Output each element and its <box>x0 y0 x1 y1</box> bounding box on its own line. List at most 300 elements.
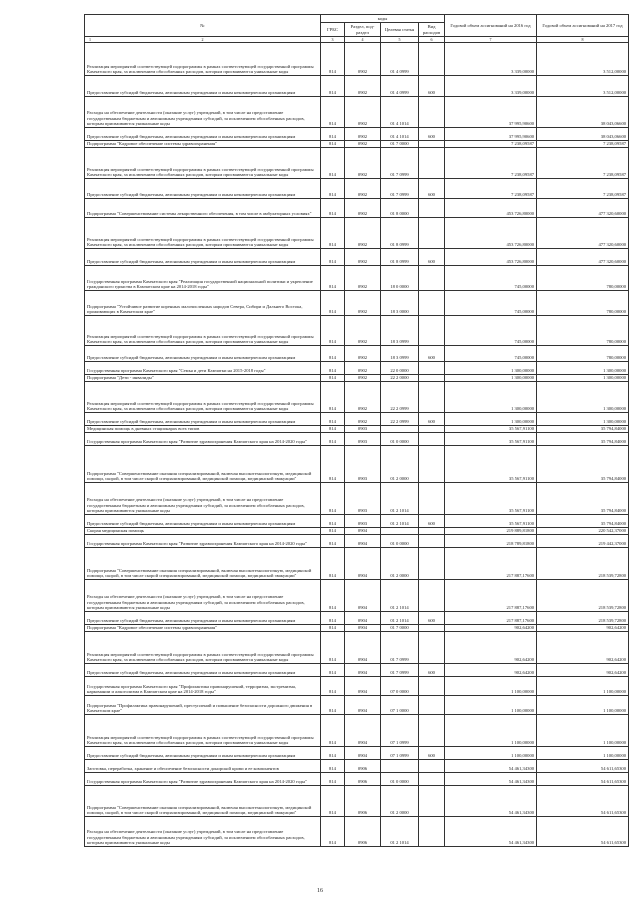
row-target-cell: 01 7 0000 <box>381 141 419 148</box>
row-vid-cell <box>419 375 445 382</box>
row-grbs-cell: 814 <box>321 677 345 696</box>
table-row <box>85 413 629 426</box>
row-target-cell: 01 8 0999 <box>381 249 419 266</box>
column-index-cell: 6 <box>419 37 445 43</box>
row-name-cell: Подпрограмма "Совершенствование оказания специализированной, включая высокотехнологичную, медицинской помощи, скорой, в том числе скорой специализированной, медицинской помощи, медицинской эвакуации" <box>85 786 321 817</box>
row-grbs-cell: 814 <box>321 696 345 715</box>
row-target-cell: 01 4 0999 <box>381 43 419 76</box>
table-row <box>85 97 629 128</box>
col-header-razdel: Раздел, под-раздел <box>345 23 381 37</box>
row-grbs-cell: 814 <box>321 446 345 483</box>
row-razdel-cell: 0903 <box>345 426 381 433</box>
row-grbs-cell: 814 <box>321 664 345 677</box>
row-name-cell: Государственная программа Камчатского края "Реализация государственной национальной политики и укрепление гражданского единства в Камчатском крае на 2014-2018 годы" <box>85 266 321 291</box>
row-razdel-cell: 0902 <box>345 148 381 179</box>
row-target-cell: 01 4 0999 <box>381 76 419 97</box>
row-amount-2017-cell: 7 238,09587 <box>537 148 629 179</box>
row-grbs-cell: 814 <box>321 817 345 847</box>
row-razdel-cell: 0904 <box>345 535 381 548</box>
row-amount-2016-cell: 1 100,00000 <box>445 747 537 760</box>
row-amount-2016-cell: 1 100,00000 <box>445 696 537 715</box>
row-target-cell: 01 7 0999 <box>381 148 419 179</box>
row-name-cell: Предоставление субсидий бюджетным, автономным учреждениям и иным некоммерческим организациям <box>85 76 321 97</box>
row-amount-2016-cell: 37 995,90600 <box>445 128 537 141</box>
row-name-cell: Государственная программа Камчатского края "Семья и дети Камчатки на 2015-2018 годы" <box>85 362 321 375</box>
row-razdel-cell: 0902 <box>345 375 381 382</box>
row-target-cell: 07 1 0999 <box>381 715 419 747</box>
row-target-cell: 01 2 0000 <box>381 446 419 483</box>
row-vid-cell: 600 <box>419 249 445 266</box>
row-amount-2017-cell: 477 320,60000 <box>537 249 629 266</box>
row-vid-cell <box>419 426 445 433</box>
row-razdel-cell: 0902 <box>345 128 381 141</box>
row-target-cell: 18 3 0999 <box>381 346 419 362</box>
row-amount-2016-cell: 745,00000 <box>445 346 537 362</box>
row-vid-cell <box>419 43 445 76</box>
row-razdel-cell: 0902 <box>345 291 381 316</box>
row-name-cell: Государственная программа Камчатского края "Развитие здравоохранения Камчатского края на 2014-2020 годы" <box>85 433 321 446</box>
row-amount-2017-cell: 477 320,60000 <box>537 199 629 218</box>
row-grbs-cell: 814 <box>321 773 345 786</box>
row-amount-2017-cell: 38 043,06600 <box>537 97 629 128</box>
table-row <box>85 148 629 179</box>
row-target-cell: 22 0 0000 <box>381 362 419 375</box>
row-razdel-cell: 0904 <box>345 580 381 612</box>
row-grbs-cell: 814 <box>321 580 345 612</box>
row-name-cell: Расходы на обеспечение деятельности (оказание услуг) учреждений, в том числе на предоставление государственным бюджетным и автономным учреждениям субсидий, за исключением обособленных расходов, которым присваиваются уникальные коды <box>85 97 321 128</box>
row-target-cell: 01 8 0000 <box>381 199 419 218</box>
col-header-target: Целевая статья <box>381 23 419 37</box>
table-row <box>85 179 629 199</box>
row-name-cell: Предоставление субсидий бюджетным, автономным учреждениям и иным некоммерческим организациям <box>85 179 321 199</box>
table-row <box>85 747 629 760</box>
row-amount-2017-cell: 902,64200 <box>537 632 629 664</box>
row-name-cell: Предоставление субсидий бюджетным, автономным учреждениям и иным некоммерческим организациям <box>85 128 321 141</box>
row-amount-2016-cell: 37 995,90600 <box>445 97 537 128</box>
row-target-cell: 01 4 1014 <box>381 97 419 128</box>
row-amount-2017-cell: 35 794,84000 <box>537 426 629 433</box>
row-name-cell: Реализация мероприятий соответствующей подпрограммы в рамках соответствующей государственной программы Камчатского края, за исключением обособленных расходов, которым присваиваются уникальные коды <box>85 218 321 249</box>
table-row <box>85 426 629 433</box>
row-vid-cell <box>419 625 445 632</box>
row-vid-cell <box>419 715 445 747</box>
row-vid-cell: 600 <box>419 747 445 760</box>
row-name-cell: Реализация мероприятий соответствующей подпрограммы в рамках соответствующей государственной программы Камчатского края, за исключением обособленных расходов, которым присваиваются уникальные коды <box>85 43 321 76</box>
table-row <box>85 786 629 817</box>
row-razdel-cell: 0906 <box>345 817 381 847</box>
col-header-codes: коды <box>321 15 445 23</box>
table-body <box>85 37 629 847</box>
row-amount-2017-cell: 38 043,06600 <box>537 128 629 141</box>
row-vid-cell <box>419 141 445 148</box>
row-vid-cell: 600 <box>419 76 445 97</box>
row-razdel-cell: 0902 <box>345 362 381 375</box>
row-grbs-cell: 814 <box>321 382 345 413</box>
row-name-cell: Подпрограмма "Устойчивое развитие коренных малочисленных народов Севера, Сибири и Дальнего Востока, проживающих в Камчатском крае" <box>85 291 321 316</box>
table-row <box>85 664 629 677</box>
col-header-number: № <box>85 15 321 37</box>
row-razdel-cell: 0902 <box>345 266 381 291</box>
column-index-cell: 3 <box>321 37 345 43</box>
budget-table <box>84 14 629 847</box>
row-amount-2017-cell: 218 539,72800 <box>537 612 629 625</box>
table-row <box>85 249 629 266</box>
row-name-cell: Подпрограмма "Совершенствование оказания специализированной, включая высокотехнологичную, медицинской помощи, скорой, в том числе скорой специализированной, медицинской помощи, медицинской эвакуации" <box>85 446 321 483</box>
row-vid-cell <box>419 97 445 128</box>
row-amount-2017-cell: 220 542,37000 <box>537 528 629 535</box>
row-amount-2016-cell: 217 887,17600 <box>445 548 537 580</box>
row-grbs-cell: 814 <box>321 548 345 580</box>
row-grbs-cell: 814 <box>321 625 345 632</box>
row-amount-2016-cell: 7 238,09587 <box>445 179 537 199</box>
row-amount-2017-cell: 7 238,09587 <box>537 179 629 199</box>
column-index-cell <box>85 37 321 43</box>
col-header-2016: Годовой объем ассигнований на 2016 год <box>445 15 537 37</box>
row-grbs-cell: 814 <box>321 141 345 148</box>
row-amount-2017-cell: 7 238,09587 <box>537 141 629 148</box>
row-grbs-cell: 814 <box>321 426 345 433</box>
row-name-cell: Реализация мероприятий соответствующей подпрограммы в рамках соответствующей государственной программы Камчатского края, за исключением обособленных расходов, которым присваиваются уникальные коды <box>85 316 321 346</box>
row-target-cell: 07 1 0999 <box>381 747 419 760</box>
row-amount-2016-cell: 453 726,80000 <box>445 218 537 249</box>
row-vid-cell: 600 <box>419 413 445 426</box>
row-name-cell: Расходы на обеспечение деятельности (оказание услуг) учреждений, в том числе на предоставление государственным бюджетным и автономным учреждениям субсидий, за исключением обособленных расходов, которым присваиваются уникальные коды <box>85 817 321 847</box>
row-vid-cell: 600 <box>419 179 445 199</box>
row-grbs-cell: 814 <box>321 483 345 515</box>
row-target-cell: 22 2 0999 <box>381 382 419 413</box>
row-name-cell: Медицинская помощь в дневных стационарах всех типов <box>85 426 321 433</box>
row-amount-2017-cell: 1 300,00000 <box>537 362 629 375</box>
table-row <box>85 316 629 346</box>
row-name-cell: Подпрограмма "Кадровое обеспечение системы здравоохранения" <box>85 625 321 632</box>
row-amount-2017-cell: 780,00000 <box>537 346 629 362</box>
row-amount-2016-cell: 1 100,00000 <box>445 677 537 696</box>
row-vid-cell <box>419 632 445 664</box>
row-razdel-cell: 0902 <box>345 199 381 218</box>
row-amount-2017-cell: 3 512,00000 <box>537 43 629 76</box>
row-vid-cell <box>419 817 445 847</box>
table-row <box>85 382 629 413</box>
row-vid-cell <box>419 535 445 548</box>
row-amount-2017-cell: 54 611,65300 <box>537 786 629 817</box>
row-target-cell: 01 7 0999 <box>381 179 419 199</box>
table-row <box>85 715 629 747</box>
table-row <box>85 696 629 715</box>
row-razdel-cell: 0904 <box>345 664 381 677</box>
row-target-cell: 22 2 0000 <box>381 375 419 382</box>
row-target-cell: 07 1 0000 <box>381 696 419 715</box>
row-razdel-cell: 0904 <box>345 696 381 715</box>
row-vid-cell <box>419 580 445 612</box>
row-amount-2016-cell: 902,64200 <box>445 625 537 632</box>
table-row <box>85 43 629 76</box>
row-amount-2017-cell: 1 300,00000 <box>537 413 629 426</box>
row-amount-2016-cell: 35 567,91100 <box>445 515 537 528</box>
row-vid-cell <box>419 266 445 291</box>
row-razdel-cell: 0904 <box>345 747 381 760</box>
row-target-cell: 01 2 1014 <box>381 817 419 847</box>
row-grbs-cell: 814 <box>321 515 345 528</box>
row-grbs-cell: 814 <box>321 632 345 664</box>
row-vid-cell: 600 <box>419 515 445 528</box>
row-vid-cell <box>419 528 445 535</box>
row-razdel-cell: 0903 <box>345 483 381 515</box>
row-target-cell: 01 7 0999 <box>381 632 419 664</box>
row-target-cell: 18 3 0000 <box>381 291 419 316</box>
row-vid-cell: 600 <box>419 664 445 677</box>
row-razdel-cell: 0903 <box>345 515 381 528</box>
row-target-cell: 01 0 0000 <box>381 773 419 786</box>
row-amount-2017-cell: 780,00000 <box>537 266 629 291</box>
row-name-cell: Подпрограмма "Дети - инвалиды" <box>85 375 321 382</box>
row-target-cell: 01 0 0000 <box>381 433 419 446</box>
row-name-cell: Заготовка, переработка, хранение и обеспечение безопасности донорской крови и ее компонентов <box>85 760 321 773</box>
row-razdel-cell: 0902 <box>345 382 381 413</box>
row-amount-2017-cell: 218 539,72800 <box>537 548 629 580</box>
row-grbs-cell: 814 <box>321 179 345 199</box>
table-row <box>85 128 629 141</box>
row-razdel-cell: 0902 <box>345 346 381 362</box>
table-row <box>85 483 629 515</box>
row-amount-2016-cell: 1 300,00000 <box>445 382 537 413</box>
row-razdel-cell: 0902 <box>345 141 381 148</box>
row-name-cell: Государственная программа Камчатского края "Развитие здравоохранения Камчатского края на 2014-2020 годы" <box>85 773 321 786</box>
row-razdel-cell: 0904 <box>345 715 381 747</box>
row-amount-2017-cell: 54 611,65300 <box>537 760 629 773</box>
row-name-cell: Подпрограмма "Профилактика правонарушений, преступлений и повышение безопасности дорожного движения в Камчатском крае" <box>85 696 321 715</box>
row-razdel-cell: 0903 <box>345 446 381 483</box>
row-amount-2016-cell: 218 789,81800 <box>445 535 537 548</box>
row-target-cell: 18 0 0000 <box>381 266 419 291</box>
table-row <box>85 632 629 664</box>
row-razdel-cell: 0902 <box>345 218 381 249</box>
row-amount-2016-cell: 3 339,00000 <box>445 76 537 97</box>
table-row <box>85 515 629 528</box>
row-razdel-cell: 0904 <box>345 528 381 535</box>
row-amount-2017-cell: 1 100,00000 <box>537 747 629 760</box>
row-name-cell: Предоставление субсидий бюджетным, автономным учреждениям и иным некоммерческим организациям <box>85 612 321 625</box>
row-grbs-cell: 814 <box>321 375 345 382</box>
row-name-cell: Скорая медицинская помощь <box>85 528 321 535</box>
page-number: 16 <box>317 888 323 894</box>
row-name-cell: Расходы на обеспечение деятельности (оказание услуг) учреждений, в том числе на предоставление государственным бюджетным и автономным учреждениям субсидий, за исключением обособленных расходов, которым присваиваются уникальные коды <box>85 483 321 515</box>
row-amount-2017-cell: 219 442,37000 <box>537 535 629 548</box>
row-amount-2016-cell: 745,00000 <box>445 291 537 316</box>
row-amount-2017-cell: 477 320,60000 <box>537 218 629 249</box>
row-amount-2016-cell: 35 567,91100 <box>445 483 537 515</box>
budget-table-sheet <box>84 14 628 847</box>
row-amount-2016-cell: 217 887,17600 <box>445 580 537 612</box>
table-row <box>85 612 629 625</box>
row-amount-2016-cell: 35 567,91100 <box>445 426 537 433</box>
table-row <box>85 548 629 580</box>
row-razdel-cell: 0902 <box>345 43 381 76</box>
row-name-cell: Реализация мероприятий соответствующей подпрограммы в рамках соответствующей государственной программы Камчатского края, за исключением обособленных расходов, которым присваиваются уникальные коды <box>85 148 321 179</box>
row-name-cell: Государственная программа Камчатского края "Профилактика правонарушений, терроризма, экстремизма, наркомании и алкоголизма в Камчатском крае на 2014-2018 годы" <box>85 677 321 696</box>
column-index-cell: 8 <box>537 37 629 43</box>
row-vid-cell <box>419 483 445 515</box>
row-grbs-cell: 814 <box>321 43 345 76</box>
row-grbs-cell: 814 <box>321 535 345 548</box>
col-header-vid: Вид расходов <box>419 23 445 37</box>
row-name-cell: Реализация мероприятий соответствующей подпрограммы в рамках соответствующей государственной программы Камчатского края, за исключением обособленных расходов, которым присваиваются уникальные коды <box>85 632 321 664</box>
row-amount-2016-cell: 1 300,00000 <box>445 362 537 375</box>
row-target-cell: 18 3 0999 <box>381 316 419 346</box>
column-index-cell: 5 <box>381 37 419 43</box>
row-amount-2017-cell: 902,64200 <box>537 625 629 632</box>
row-name-cell: Предоставление субсидий бюджетным, автономным учреждениям и иным некоммерческим организациям <box>85 346 321 362</box>
table-row <box>85 446 629 483</box>
row-vid-cell: 600 <box>419 128 445 141</box>
row-amount-2016-cell: 54 461,34300 <box>445 773 537 786</box>
row-name-cell: Предоставление субсидий бюджетным, автономным учреждениям и иным некоммерческим организациям <box>85 249 321 266</box>
row-target-cell <box>381 528 419 535</box>
row-grbs-cell: 814 <box>321 291 345 316</box>
row-grbs-cell: 814 <box>321 218 345 249</box>
row-razdel-cell: 0902 <box>345 249 381 266</box>
table-row <box>85 346 629 362</box>
row-vid-cell <box>419 696 445 715</box>
table-row <box>85 433 629 446</box>
row-vid-cell <box>419 291 445 316</box>
row-target-cell: 01 2 0000 <box>381 786 419 817</box>
row-amount-2016-cell: 745,00000 <box>445 266 537 291</box>
row-amount-2017-cell: 902,64200 <box>537 664 629 677</box>
row-razdel-cell: 0904 <box>345 612 381 625</box>
row-name-cell: Подпрограмма "Совершенствование оказания специализированной, включая высокотехнологичную, медицинской помощи, скорой, в том числе скорой специализированной, медицинской помощи, медицинской эвакуации" <box>85 548 321 580</box>
row-grbs-cell: 814 <box>321 528 345 535</box>
row-amount-2017-cell: 218 539,72800 <box>537 580 629 612</box>
row-grbs-cell: 814 <box>321 148 345 179</box>
row-amount-2016-cell: 7 238,09587 <box>445 148 537 179</box>
row-target-cell: 01 7 0000 <box>381 625 419 632</box>
row-amount-2016-cell: 1 300,00000 <box>445 413 537 426</box>
row-amount-2017-cell: 35 794,84000 <box>537 483 629 515</box>
row-target-cell: 01 0 0000 <box>381 535 419 548</box>
table-row <box>85 773 629 786</box>
row-target-cell: 01 2 0000 <box>381 548 419 580</box>
table-row <box>85 760 629 773</box>
column-index-number: 1 <box>89 37 91 42</box>
row-vid-cell <box>419 548 445 580</box>
row-razdel-cell: 0902 <box>345 316 381 346</box>
table-row <box>85 362 629 375</box>
row-target-cell: 22 2 0999 <box>381 413 419 426</box>
table-row <box>85 677 629 696</box>
table-row <box>85 817 629 847</box>
row-amount-2016-cell: 54 461,34300 <box>445 786 537 817</box>
row-name-cell: Реализация мероприятий соответствующей подпрограммы в рамках соответствующей государственной программы Камчатского края, за исключением обособленных расходов, которым присваиваются уникальные коды <box>85 382 321 413</box>
table-row <box>85 76 629 97</box>
row-amount-2017-cell: 3 512,00000 <box>537 76 629 97</box>
row-vid-cell <box>419 446 445 483</box>
table-row <box>85 218 629 249</box>
row-amount-2016-cell: 902,64200 <box>445 632 537 664</box>
table-row <box>85 291 629 316</box>
row-amount-2017-cell: 780,00000 <box>537 316 629 346</box>
col-header-grbs: ГРБС <box>321 23 345 37</box>
row-target-cell <box>381 426 419 433</box>
row-amount-2016-cell: 54 461,34300 <box>445 760 537 773</box>
row-amount-2016-cell: 7 238,09587 <box>445 141 537 148</box>
row-name-cell: Предоставление субсидий бюджетным, автономным учреждениям и иным некоммерческим организациям <box>85 515 321 528</box>
row-amount-2016-cell: 1 300,00000 <box>445 375 537 382</box>
row-target-cell: 01 2 1014 <box>381 612 419 625</box>
row-razdel-cell: 0904 <box>345 632 381 664</box>
row-amount-2016-cell: 902,64200 <box>445 664 537 677</box>
row-vid-cell <box>419 362 445 375</box>
table-row <box>85 199 629 218</box>
row-name-cell: Предоставление субсидий бюджетным, автономным учреждениям и иным некоммерческим организациям <box>85 664 321 677</box>
row-vid-cell <box>419 316 445 346</box>
row-grbs-cell: 814 <box>321 786 345 817</box>
row-vid-cell <box>419 382 445 413</box>
row-amount-2016-cell: 219 889,81800 <box>445 528 537 535</box>
row-grbs-cell: 814 <box>321 249 345 266</box>
table-row <box>85 625 629 632</box>
row-name-cell: Расходы на обеспечение деятельности (оказание услуг) учреждений, в том числе на предоставление государственным бюджетным и автономным учреждениям субсидий, за исключением обособленных расходов, которым присваиваются уникальные коды <box>85 580 321 612</box>
row-razdel-cell: 0902 <box>345 179 381 199</box>
row-amount-2016-cell: 1 100,00000 <box>445 715 537 747</box>
row-grbs-cell: 814 <box>321 76 345 97</box>
row-grbs-cell: 814 <box>321 316 345 346</box>
row-razdel-cell: 0906 <box>345 773 381 786</box>
row-grbs-cell: 814 <box>321 199 345 218</box>
row-target-cell <box>381 760 419 773</box>
row-amount-2016-cell: 35 567,91100 <box>445 433 537 446</box>
row-vid-cell <box>419 218 445 249</box>
col-header-2017: Годовой объем ассигнований на 2017 год <box>537 15 629 37</box>
row-amount-2016-cell: 453 726,80000 <box>445 249 537 266</box>
row-razdel-cell: 0904 <box>345 677 381 696</box>
row-name-cell: Государственная программа Камчатского края "Развитие здравоохранения Камчатского края на 2014-2020 годы" <box>85 535 321 548</box>
row-amount-2016-cell: 217 887,17600 <box>445 612 537 625</box>
row-amount-2017-cell: 35 794,84000 <box>537 515 629 528</box>
row-amount-2017-cell: 35 794,84000 <box>537 433 629 446</box>
row-amount-2016-cell: 3 339,00000 <box>445 43 537 76</box>
row-grbs-cell: 814 <box>321 747 345 760</box>
row-vid-cell <box>419 677 445 696</box>
row-amount-2016-cell: 35 567,91100 <box>445 446 537 483</box>
row-amount-2017-cell: 35 794,84000 <box>537 446 629 483</box>
row-amount-2017-cell: 1 100,00000 <box>537 715 629 747</box>
row-grbs-cell: 814 <box>321 715 345 747</box>
row-vid-cell: 600 <box>419 612 445 625</box>
row-grbs-cell: 814 <box>321 413 345 426</box>
row-name-cell: Предоставление субсидий бюджетным, автономным учреждениям и иным некоммерческим организациям <box>85 747 321 760</box>
row-target-cell: 07 0 0000 <box>381 677 419 696</box>
row-amount-2017-cell: 1 300,00000 <box>537 375 629 382</box>
row-razdel-cell: 0903 <box>345 433 381 446</box>
column-index-cell: 7 <box>445 37 537 43</box>
row-grbs-cell: 814 <box>321 612 345 625</box>
column-index-number: 2 <box>201 37 204 42</box>
row-vid-cell <box>419 148 445 179</box>
row-grbs-cell: 814 <box>321 362 345 375</box>
row-amount-2016-cell: 54 461,34300 <box>445 817 537 847</box>
row-amount-2016-cell: 745,00000 <box>445 316 537 346</box>
row-target-cell: 01 2 1014 <box>381 580 419 612</box>
row-grbs-cell: 814 <box>321 433 345 446</box>
row-razdel-cell: 0902 <box>345 97 381 128</box>
row-vid-cell <box>419 773 445 786</box>
table-row <box>85 528 629 535</box>
row-name-cell: Предоставление субсидий бюджетным, автономным учреждениям и иным некоммерческим организациям <box>85 413 321 426</box>
row-vid-cell <box>419 786 445 817</box>
row-grbs-cell: 814 <box>321 266 345 291</box>
row-vid-cell <box>419 199 445 218</box>
row-razdel-cell: 0906 <box>345 760 381 773</box>
